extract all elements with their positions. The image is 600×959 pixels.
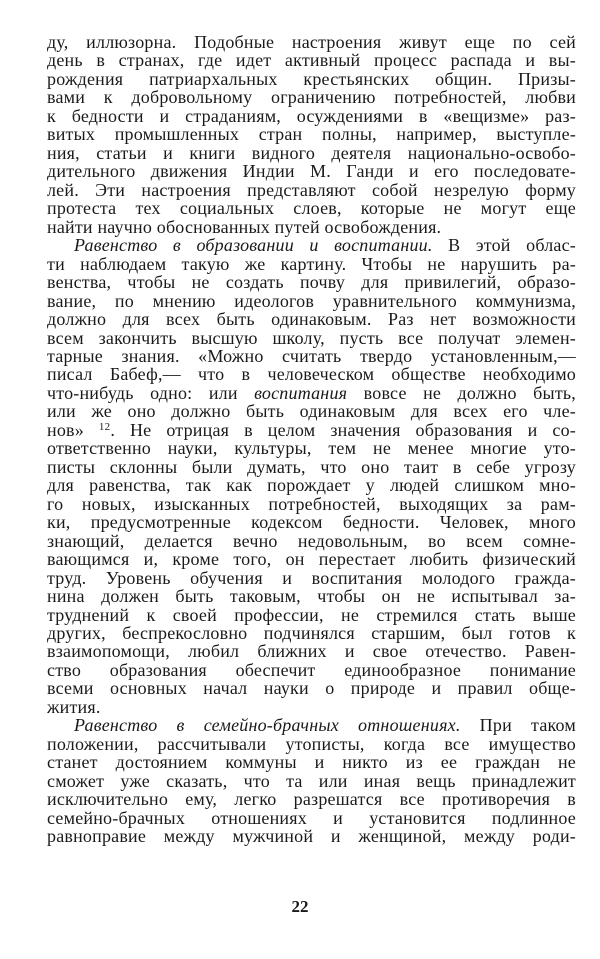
text-line	[47, 33, 576, 51]
text-segment: станет достоянием коммуны и никто из ее граждан не	[47, 752, 576, 773]
text-segment: для равенства, так как порождает у людей слишком мно-	[47, 475, 576, 496]
text-line	[47, 476, 576, 494]
text-segment: ния, статьи и книги видного деятеля национально-освобо-	[47, 142, 576, 163]
text-line	[47, 421, 576, 439]
text-line	[47, 384, 576, 402]
text-line	[47, 347, 576, 365]
text-segment: нов»	[47, 419, 99, 440]
book-page-text	[47, 33, 576, 846]
text-segment: лей. Эти настроения представляют собой незрелую форму	[47, 179, 576, 200]
text-segment: взаимопомощи, любил ближних и свое отечество. Равен-	[47, 641, 576, 662]
text-line	[47, 181, 576, 199]
text-line	[47, 790, 576, 808]
text-segment: положении, рассчитывали утописты, когда все имущество	[47, 733, 576, 754]
text-line	[47, 218, 576, 236]
text-segment: равноправие между мужчиной и женщиной, между роди-	[47, 826, 576, 847]
text-line	[47, 365, 576, 383]
text-segment: труд. Уровень обучения и воспитания молодого гражда-	[47, 567, 576, 588]
text-segment: всем закончить высшую школу, пусть все получат элемен-	[47, 327, 576, 348]
text-line	[47, 513, 576, 531]
text-segment: или же оно должно быть одинаковым для всех его чле-	[47, 401, 576, 422]
text-segment: ки, предусмотренные кодексом бедности. Человек, много	[47, 512, 576, 533]
text-line	[47, 569, 576, 587]
text-line	[47, 642, 576, 660]
italic-heading: Равенство в семейно-брачных отношениях.	[74, 715, 461, 736]
text-line	[47, 735, 576, 753]
text-line	[47, 772, 576, 790]
text-segment: что-нибудь одно: или	[47, 382, 255, 403]
text-segment: всеми основных начал науки о природе и правил обще-	[47, 678, 576, 699]
text-segment: При таком	[460, 715, 576, 736]
page-number: 22	[291, 897, 309, 916]
text-line	[47, 458, 576, 476]
text-segment: вание, по мнению идеологов уравнительного коммунизма,	[47, 290, 576, 311]
text-line	[47, 273, 576, 291]
italic-heading: Равенство в образовании и воспитании.	[74, 235, 433, 256]
text-segment: ду, иллюзорна. Подобные настроения живут еще по сей	[47, 32, 576, 52]
text-line	[47, 439, 576, 457]
text-line	[47, 329, 576, 347]
text-segment: ответственно науки, культуры, тем не менее многие уто-	[47, 438, 576, 459]
text-line	[47, 550, 576, 568]
text-segment: протеста тех социальных слоев, которые не могут еще	[47, 198, 576, 219]
text-segment: венства, чтобы не создать почву для привилегий, образо-	[47, 272, 576, 293]
text-line	[47, 698, 576, 716]
text-segment: знающий, делается вечно недовольным, во всем сомне-	[47, 530, 576, 551]
text-line	[47, 809, 576, 827]
text-line	[47, 255, 576, 273]
text-segment: день в странах, где идет активный процесс распада и вы-	[47, 50, 576, 71]
text-segment: должно для всех быть одинаковым. Раз нет возможности	[47, 309, 576, 330]
text-segment: сможет уже сказать, что та или иная вещь принадлежит	[47, 770, 576, 791]
text-segment: тарные знания. «Можно считать твердо установленным,—	[47, 345, 576, 366]
text-line	[47, 827, 576, 845]
text-segment: писты склонны были думать, что оно таит в себе угрозу	[47, 456, 576, 477]
text-segment: го новых, изысканных потребностей, выходящих за рам-	[47, 493, 576, 514]
footnote-ref: 12	[98, 420, 111, 433]
text-line	[47, 88, 576, 106]
text-line	[47, 495, 576, 513]
text-line	[47, 70, 576, 88]
text-segment: семейно-брачных отношениях и установится подлинное	[47, 807, 576, 828]
paragraph	[47, 716, 576, 845]
text-line	[47, 162, 576, 180]
text-segment: вами к добровольному ограничению потребностей, любви	[47, 87, 576, 108]
text-line	[47, 753, 576, 771]
text-segment: исключительно ему, легко разрешатся все противоречия в	[47, 789, 576, 810]
text-segment: ти наблюдаем такую же картину. Чтобы не нарушить ра-	[47, 253, 576, 274]
text-segment: жития.	[47, 696, 101, 717]
text-segment: дительного движения Индии М. Ганди и его последовате-	[47, 161, 576, 182]
text-line	[47, 310, 576, 328]
text-segment: нина должен быть таковым, чтобы он не испытывал за-	[47, 586, 576, 607]
text-segment: писал Бабеф,— что в человеческом обществе необходимо	[47, 364, 576, 385]
paragraph	[47, 236, 576, 716]
text-line	[47, 144, 576, 162]
text-segment: других, беспрекословно подчинялся старшим, был готов к	[47, 623, 576, 643]
text-line	[47, 107, 576, 125]
text-segment: . Не отрицая в целом значения образования и со-	[110, 419, 576, 440]
text-line	[47, 125, 576, 143]
text-segment: к бедности и страданиям, осуждениями в «вещизме» раз-	[47, 105, 576, 126]
text-line	[47, 402, 576, 420]
text-line	[47, 51, 576, 69]
text-line	[47, 624, 576, 642]
text-segment: вающимся и, кроме того, он перестает любить физический	[47, 549, 576, 570]
text-segment: вовсе не должно быть,	[347, 382, 576, 403]
text-line	[47, 606, 576, 624]
text-line	[47, 716, 576, 734]
text-segment: ство образования обеспечит единообразное понимание	[47, 659, 576, 680]
paragraph	[47, 33, 576, 236]
text-line	[47, 292, 576, 310]
text-line	[47, 587, 576, 605]
text-segment: труднений к своей профессии, не стремился стать выше	[47, 604, 576, 625]
text-line	[47, 532, 576, 550]
text-line	[47, 199, 576, 217]
text-segment: найти научно обоснованных путей освобождения.	[47, 216, 442, 237]
italic-heading: воспитания	[254, 382, 348, 403]
text-segment: рождения патриархальных крестьянских общин. Призы-	[47, 68, 576, 89]
text-segment: В этой облас-	[432, 235, 576, 256]
text-line	[47, 236, 576, 254]
text-line	[47, 679, 576, 697]
text-line	[47, 661, 576, 679]
text-segment: витых промышленных стран полны, например, выступле-	[47, 124, 576, 145]
